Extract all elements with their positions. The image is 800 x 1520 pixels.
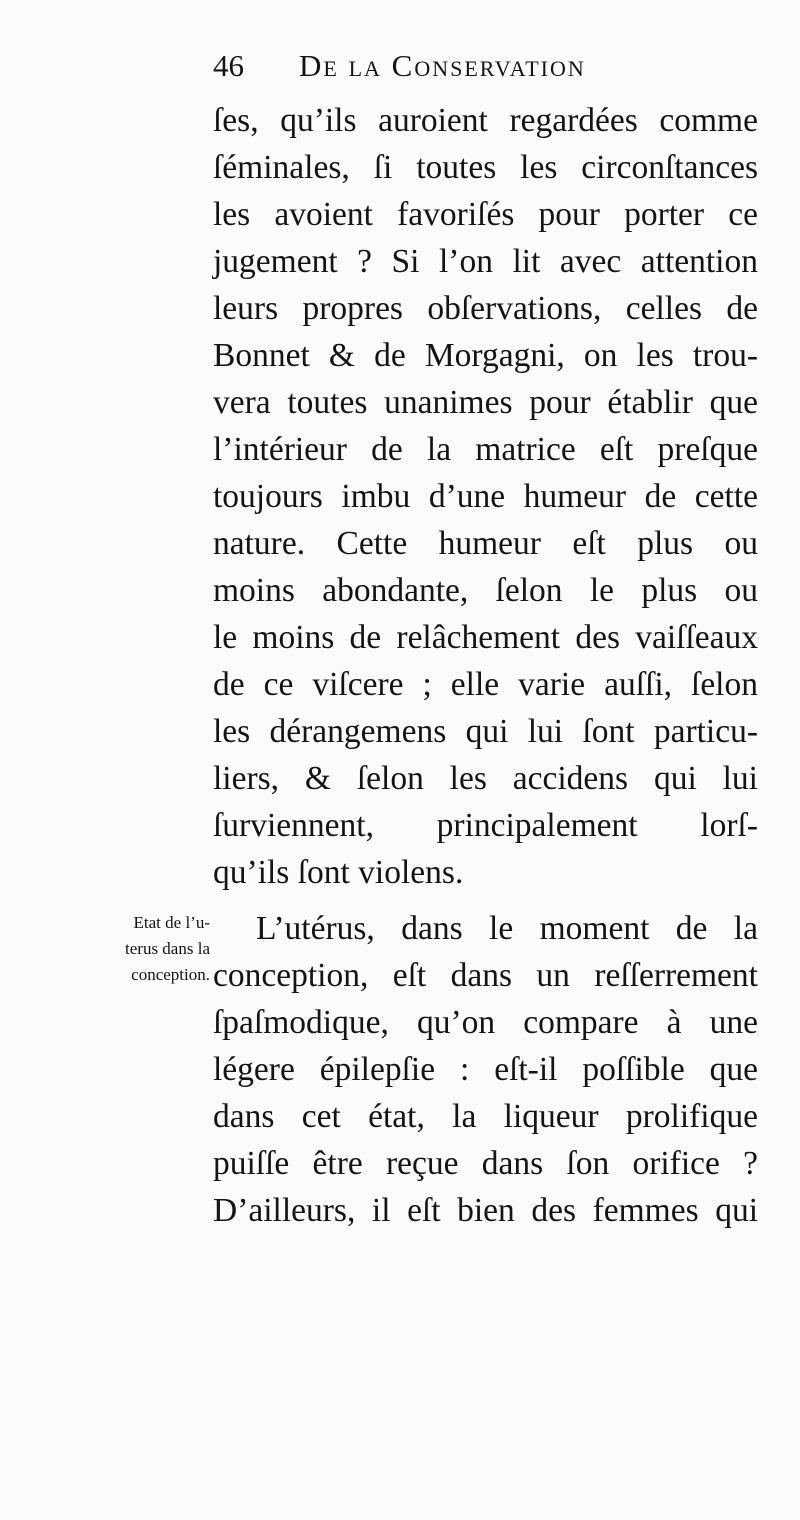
text-line: moins abondante, ſelon le plus ou [213, 572, 758, 609]
text-line: ſurviennent, principalement lorſ- [213, 807, 758, 844]
text-line: légere épilepſie : eſt-il poſſible que [213, 1051, 758, 1088]
text-line: D’ailleurs, il eſt bien des femmes qui [213, 1192, 758, 1229]
text-line: leurs propres obſervations, celles de [213, 290, 758, 327]
margin-note-line: conception. [131, 965, 210, 984]
text-line: nature. Cette humeur eſt plus ou [213, 525, 758, 562]
text-line: ſpaſmodique, qu’on compare à une [213, 1004, 758, 1041]
page-number: 46 [213, 48, 244, 83]
text-line: L’utérus, dans le moment de la [256, 910, 758, 947]
text-line: Bonnet & de Morgagni, on les trou- [213, 337, 758, 374]
text-line: dans cet état, la liqueur prolifique [213, 1098, 758, 1135]
margin-note-line: Etat de l’u- [133, 913, 210, 932]
text-line: conception, eſt dans un reſſerrement [213, 957, 758, 994]
text-line: liers, & ſelon les accidens qui lui [213, 760, 758, 797]
running-head [213, 42, 673, 90]
text-line: les dérangemens qui lui ſont particu- [213, 713, 758, 750]
margin-note-line: terus dans la [125, 939, 210, 958]
text-line: les avoient favoriſés pour porter ce [213, 196, 758, 233]
running-title: De la Conservation [299, 48, 586, 83]
text-line: l’intérieur de la matrice eſt preſque [213, 431, 758, 468]
text-line: de ce viſcere ; elle varie auſſi, ſelon [213, 666, 758, 703]
text-line: ſéminales, ſi toutes les circonſtances [213, 149, 758, 186]
text-line: puiſſe être reçue dans ſon orifice ? [213, 1145, 758, 1182]
text-line: vera toutes unanimes pour établir que [213, 384, 758, 421]
text-line: ſes, qu’ils auroient regardées comme [213, 102, 758, 139]
text-line: jugement ? Si l’on lit avec attention [213, 243, 758, 280]
text-line: le moins de relâchement des vaiſſeaux [213, 619, 758, 656]
text-line: toujours imbu d’une humeur de cette [213, 478, 758, 515]
text-line: qu’ils ſont violens. [213, 854, 464, 891]
margin-note [70, 910, 210, 988]
